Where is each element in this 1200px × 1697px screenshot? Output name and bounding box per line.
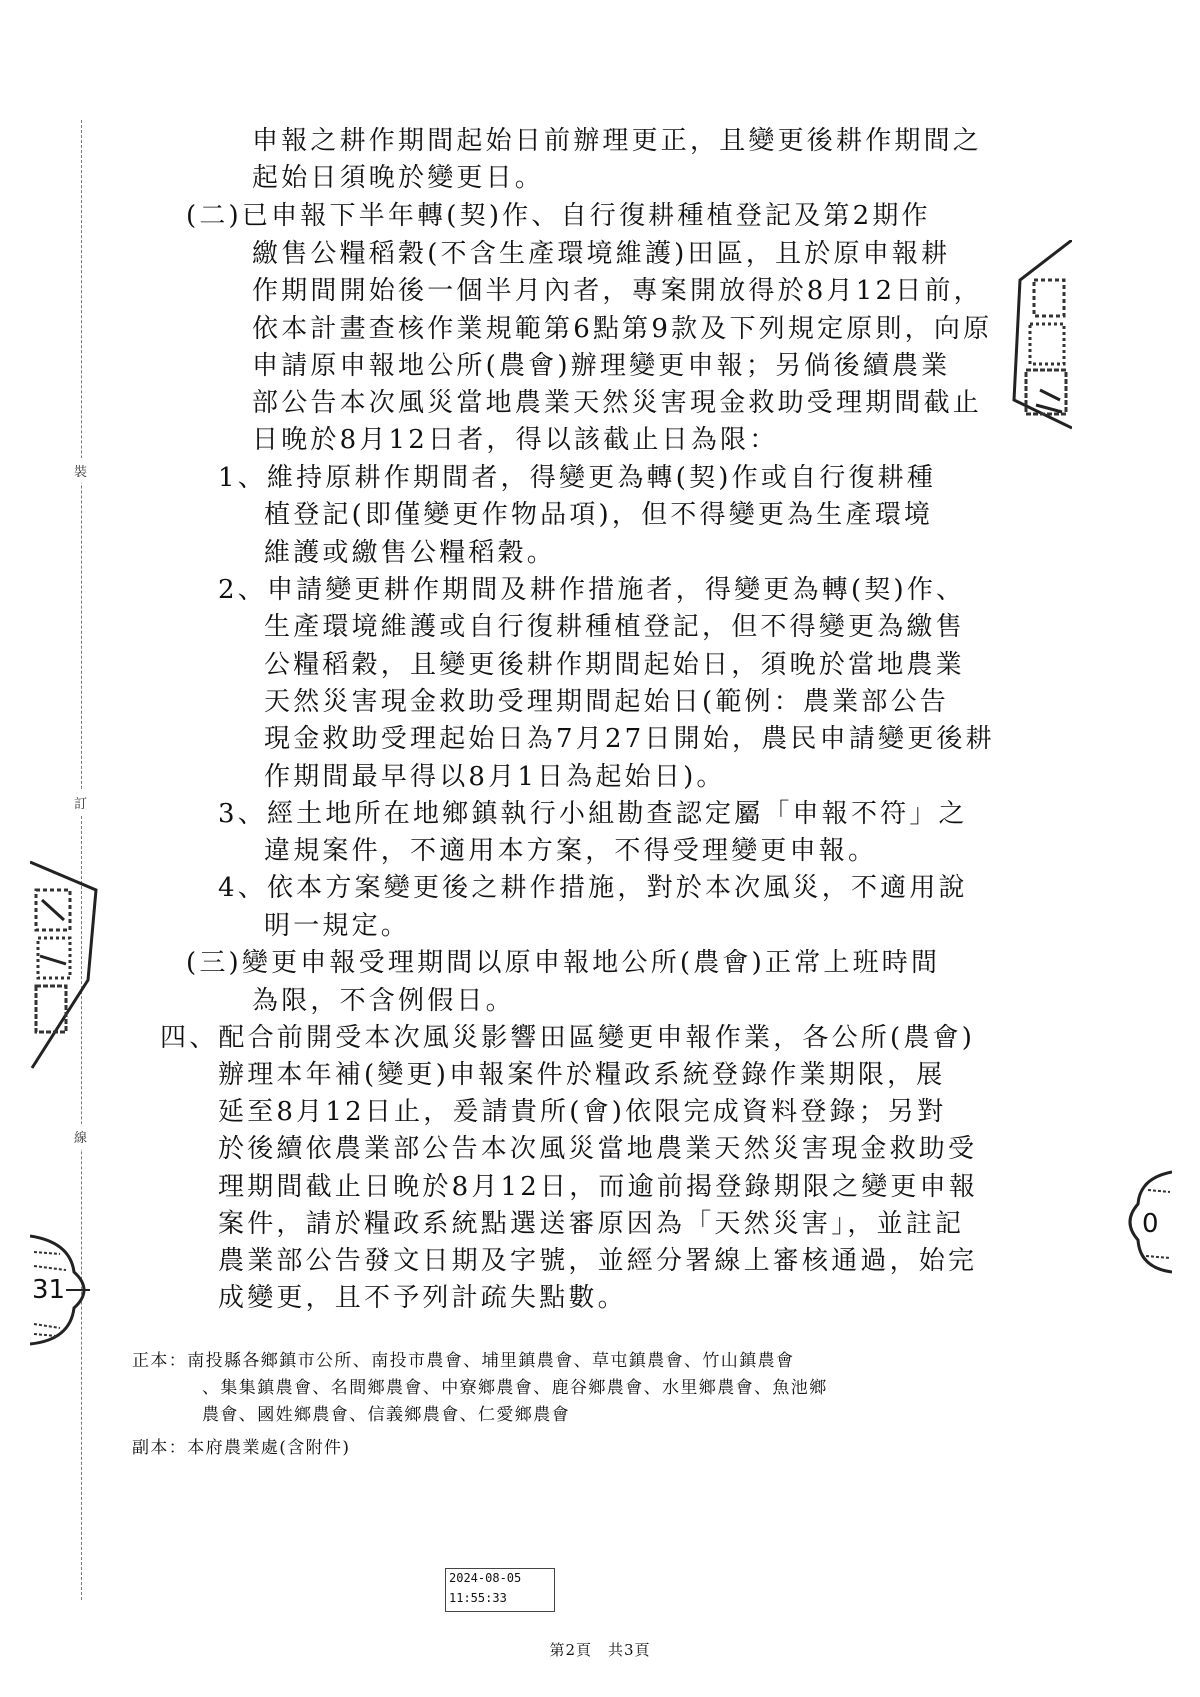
body-line: 作期間開始後一個半月內者，專案開放得於8月12日前， bbox=[252, 276, 983, 306]
cc-line: 正本：南投縣各鄉鎮市公所、南投市農會、埔里鎮農會、草屯鎮農會、竹山鎮農會 bbox=[132, 1351, 795, 1371]
body-line: 部公告本次風災當地農業天然災害現金救助受理期間截止 bbox=[252, 388, 983, 418]
page-number: 第2頁 共3頁 bbox=[549, 1641, 651, 1659]
body-line: 天然災害現金救助受理期間起始日(範例：農業部公告 bbox=[264, 687, 949, 717]
electronic-stamp bbox=[445, 1568, 555, 1612]
body-line: (二)已申報下半年轉(契)作、自行復耕種植登記及第2期作 bbox=[186, 201, 931, 231]
body-line: 案件，請於糧政系統點選送審原因為「天然災害」，並註記 bbox=[218, 1209, 965, 1239]
body-line: 作期間最早得以8月1日為起始日)。 bbox=[264, 762, 726, 792]
cc-line: 副本：本府農業處(含附件) bbox=[132, 1438, 351, 1458]
body-line: 四、配合前開受本次風災影響田區變更申報作業，各公所(農會) bbox=[160, 1023, 976, 1053]
body-line: 違規案件，不適用本方案，不得受理變更申報。 bbox=[264, 836, 878, 866]
seal-left-bottom-mark bbox=[30, 1232, 94, 1348]
body-line: 4、依本方案變更後之耕作措施，對於本次風災，不適用說 bbox=[218, 873, 968, 903]
body-line: 於後續依農業部公告本次風災當地農業天然災害現金救助受 bbox=[218, 1134, 978, 1164]
cc-line: 農會、國姓鄉農會、信義鄉農會、仁愛鄉農會 bbox=[202, 1405, 570, 1425]
body-line: 申請原申報地公所(農會)辦理變更申報；另倘後續農業 bbox=[252, 351, 951, 381]
binding-char-zhuang: 裝 bbox=[74, 458, 87, 483]
seal-right-bottom-mark bbox=[1122, 1170, 1172, 1274]
body-line: 繳售公糧稻穀(不含生產環境維護)田區，且於原申報耕 bbox=[252, 239, 951, 269]
seal-left-mid-mark bbox=[30, 860, 100, 1070]
body-line: 辦理本年補(變更)申報案件於糧政系統登錄作業期限，展 bbox=[218, 1060, 946, 1090]
body-line: 依本計畫查核作業規範第6點第9款及下列規定原則，向原 bbox=[252, 314, 993, 344]
body-line: 延至8月12日止，爰請貴所(會)依限完成資料登錄；另對 bbox=[218, 1097, 947, 1127]
stamp-time: 11:55:33 bbox=[449, 1591, 507, 1605]
binding-char-xian: 線 bbox=[74, 1124, 87, 1149]
body-line: 植登記(即僅變更作物品項)，但不得變更為生產環境 bbox=[264, 500, 934, 530]
body-line: 生產環境維護或自行復耕種植登記，但不得變更為繳售 bbox=[264, 612, 965, 642]
body-line: (三)變更申報受理期間以原申報地公所(農會)正常上班時間 bbox=[186, 948, 941, 978]
body-line: 公糧稻穀，且變更後耕作期間起始日，須晚於當地農業 bbox=[264, 650, 965, 680]
stamp-date: 2024-08-05 bbox=[449, 1571, 522, 1585]
cc-line: 、集集鎮農會、名間鄉農會、中寮鄉農會、鹿谷鄉農會、水里鄉農會、魚池鄉 bbox=[202, 1378, 828, 1398]
body-line: 3、經土地所在地鄉鎮執行小組勘查認定屬「申報不符」之 bbox=[218, 799, 968, 829]
body-line: 明一規定。 bbox=[264, 911, 411, 941]
body-line: 2、申請變更耕作期間及耕作措施者，得變更為轉(契)作、 bbox=[218, 575, 966, 605]
body-line: 成變更，且不予列計疏失點數。 bbox=[218, 1283, 627, 1313]
svg-text:0: 0 bbox=[1142, 1209, 1159, 1239]
seal-right-top-mark bbox=[1012, 240, 1072, 430]
body-line: 理期間截止日晚於8月12日，而逾前揭登錄期限之變更申報 bbox=[218, 1172, 979, 1202]
svg-text:31: 31 bbox=[32, 1275, 66, 1305]
body-line: 1、維持原耕作期間者，得變更為轉(契)作或自行復耕種 bbox=[218, 463, 937, 493]
body-line: 起始日須晚於變更日。 bbox=[252, 163, 545, 193]
body-line: 現金救助受理起始日為7月27日開始，農民申請變更後耕 bbox=[264, 724, 995, 754]
body-line: 申報之耕作期間起始日前辦理更正，且變更後耕作期間之 bbox=[252, 126, 983, 156]
body-line: 維護或繳售公糧稻穀。 bbox=[264, 538, 557, 568]
body-line: 日晚於8月12日者，得以該截止日為限： bbox=[252, 425, 779, 455]
body-line: 農業部公告發文日期及字號，並經分署線上審核通過，始完 bbox=[218, 1246, 978, 1276]
body-line: 為限，不含例假日。 bbox=[252, 986, 515, 1016]
binding-char-ding: 訂 bbox=[74, 790, 87, 815]
